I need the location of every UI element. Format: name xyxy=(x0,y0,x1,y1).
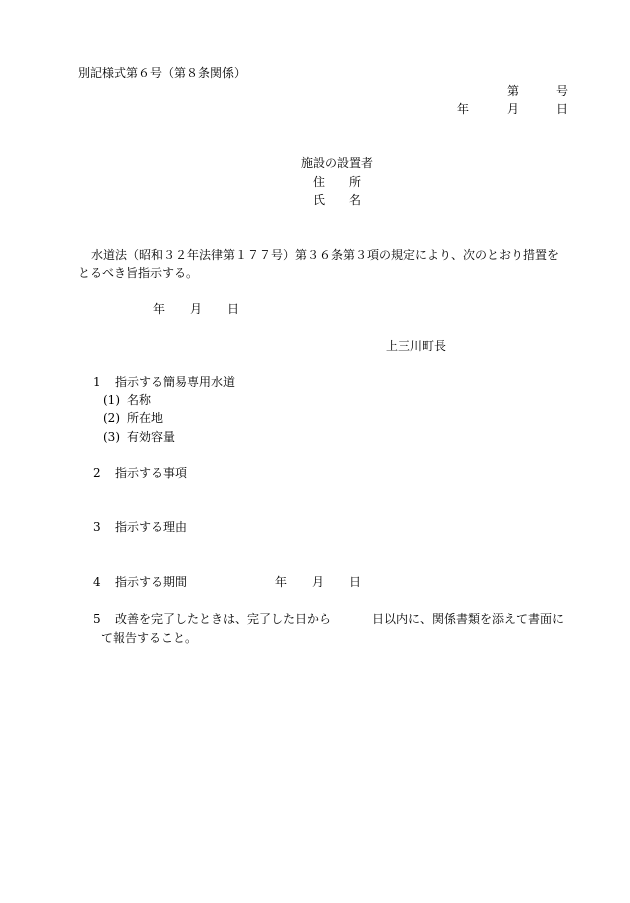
doc-date-month: 月 xyxy=(507,102,520,116)
recipient-title: 施設の設置者 xyxy=(301,156,374,170)
item-1-sub-2-num: (2) xyxy=(103,411,120,425)
item-5-line-1a: 改善を完了したときは、完了した日から xyxy=(115,612,332,626)
item-4-label: 指示する期間 xyxy=(115,575,188,589)
item-5-line-1b: 日以内に、関係書類を添えて書面に xyxy=(372,612,565,626)
item-5-number: 5 xyxy=(93,612,101,626)
doc-date-year: 年 xyxy=(457,102,470,116)
recipient-name-label: 氏 名 xyxy=(313,193,362,207)
item-1-label: 指示する簡易専用水道 xyxy=(115,375,236,389)
body-line-2: とるべき旨指示する。 xyxy=(78,266,199,280)
item-1-number: 1 xyxy=(93,375,101,389)
doc-date-day: 日 xyxy=(556,102,569,116)
item-5-line-2: て報告すること。 xyxy=(101,631,198,645)
item-3-label: 指示する理由 xyxy=(115,520,188,534)
item-4-day: 日 xyxy=(349,575,362,589)
issue-date-month: 月 xyxy=(190,302,203,316)
item-4-month: 月 xyxy=(312,575,325,589)
item-1-sub-3-label: 有効容量 xyxy=(127,430,176,444)
item-3-number: 3 xyxy=(93,520,101,534)
issue-date-day: 日 xyxy=(227,302,240,316)
item-1-sub-1-label: 名称 xyxy=(127,393,152,407)
item-1-sub-2-label: 所在地 xyxy=(127,411,164,425)
issuer: 上三川町長 xyxy=(386,339,447,353)
form-label: 別記様式第６号（第８条関係） xyxy=(78,66,247,80)
doc-number-suffix: 号 xyxy=(556,84,569,98)
issue-date-year: 年 xyxy=(153,302,166,316)
item-2-number: 2 xyxy=(93,466,101,480)
item-1-sub-3-num: (3) xyxy=(103,430,120,444)
item-1-sub-1-num: (1) xyxy=(103,393,120,407)
body-line-1: 水道法（昭和３２年法律第１７７号）第３６条第３項の規定により、次のとおり措置を xyxy=(91,248,560,262)
recipient-address-label: 住 所 xyxy=(313,175,362,189)
item-4-year: 年 xyxy=(275,575,288,589)
doc-number-prefix: 第 xyxy=(507,84,520,98)
item-2-label: 指示する事項 xyxy=(115,466,188,480)
item-4-number: 4 xyxy=(93,575,101,589)
